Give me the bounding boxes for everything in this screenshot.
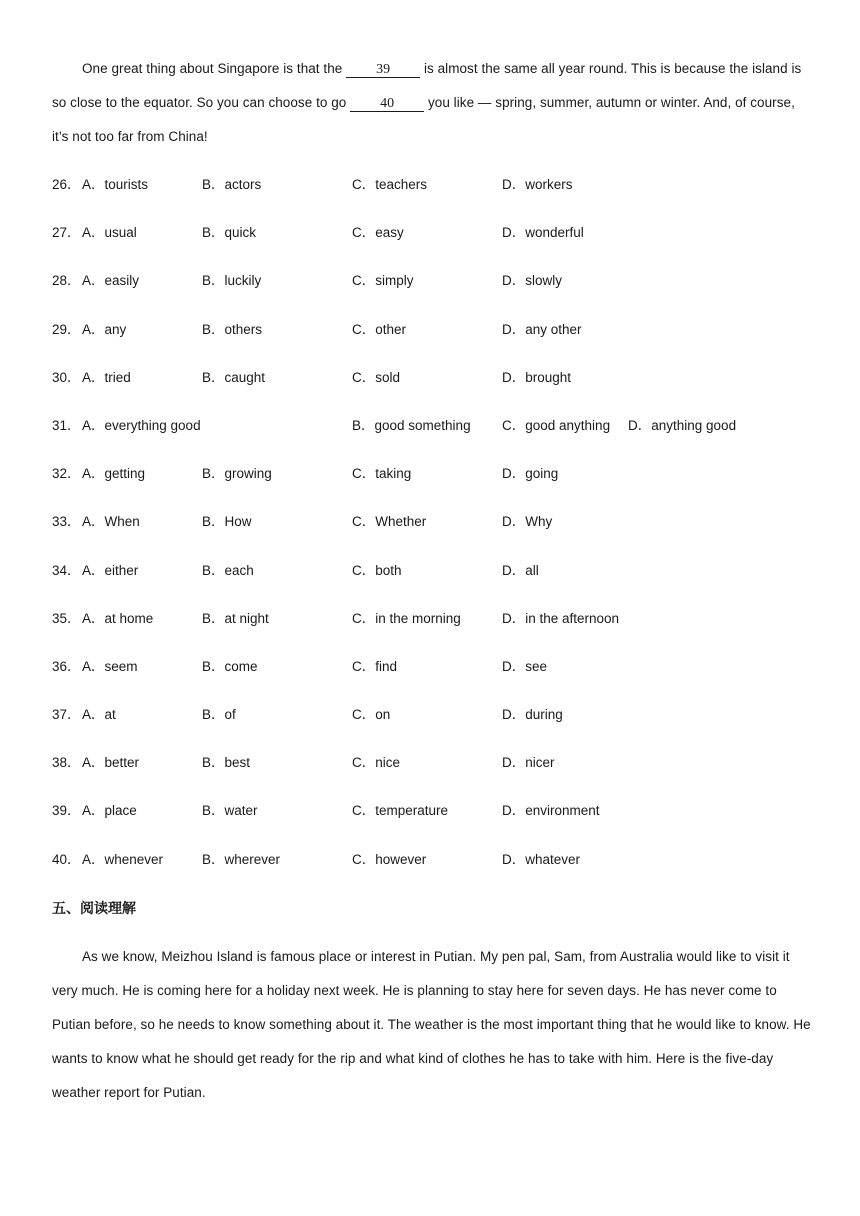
option-b: B．growing [202, 466, 272, 482]
section-heading-reading: 五、阅读理解 [52, 901, 136, 917]
option-b: B．others [202, 321, 263, 337]
option-a: A．at home [82, 610, 154, 626]
question-row-40 [52, 843, 812, 891]
option-d: D．in the afternoon [502, 610, 620, 626]
question-number: 31． [52, 417, 81, 433]
option-c: C．on [352, 707, 391, 723]
option-c: C．however [352, 851, 427, 867]
option-d: D．see [502, 658, 548, 674]
passage-singapore [52, 52, 812, 154]
option-c: C．temperature [352, 803, 449, 819]
question-number: 28． [52, 273, 81, 289]
option-d: D．Why [502, 514, 553, 530]
question-row-36 [52, 650, 812, 698]
option-d: D．workers [502, 177, 573, 192]
option-b: B．luckily [202, 273, 262, 289]
option-a: A．When [82, 514, 140, 530]
option-c: C．Whether [352, 514, 427, 530]
question-number: 32． [52, 466, 81, 482]
option-d: D．wonderful [502, 225, 584, 241]
question-row-34 [52, 554, 812, 602]
question-row-29 [52, 313, 812, 361]
question-row-30 [52, 361, 812, 409]
option-c: C．in the morning [352, 610, 461, 626]
option-b: B．good something [352, 417, 471, 433]
option-c: C．good anything [502, 417, 611, 433]
option-b: B．each [202, 562, 254, 578]
option-a: A．easily [82, 273, 140, 289]
blank-39: 39 [346, 63, 420, 78]
option-c: C．taking [352, 466, 412, 482]
option-a: A．at [82, 707, 116, 723]
option-d: D．environment [502, 803, 600, 819]
question-number: 29． [52, 321, 81, 337]
option-d: D．anything good [628, 417, 737, 433]
option-b: B．best [202, 755, 251, 771]
option-d: D．whatever [502, 851, 581, 867]
question-row-35 [52, 602, 812, 650]
option-d: D．going [502, 466, 559, 482]
passage-text-part3: you like — spring, summer, autumn or winter. And, of course, it’s not too far from China! [52, 95, 795, 144]
question-row-26 [52, 168, 812, 216]
question-row-32 [52, 457, 812, 505]
question-number: 34． [52, 562, 81, 578]
option-a: A．everything good [82, 417, 201, 433]
question-number: 27． [52, 225, 81, 241]
question-number: 39． [52, 803, 81, 819]
option-d: D．nicer [502, 755, 555, 771]
question-number: 26． [52, 177, 81, 192]
option-c: C．both [352, 562, 402, 578]
option-a: A．tourists [82, 177, 149, 192]
option-d: D．brought [502, 369, 572, 385]
question-row-28 [52, 264, 812, 312]
option-a: A．whenever [82, 851, 164, 867]
option-a: A．usual [82, 225, 137, 241]
option-c: C．find [352, 658, 398, 674]
passage-text-part2: is almost the same all year round. This is because the island is so close to the equator. So you can choose to go [52, 61, 802, 110]
option-a: A．either [82, 562, 139, 578]
option-b: B．How [202, 514, 252, 530]
question-number: 37． [52, 707, 81, 723]
option-b: B．wherever [202, 851, 281, 867]
option-c: C．easy [352, 225, 404, 241]
passage-meizhou: As we know, Meizhou Island is famous place or interest in Putian. My pen pal, Sam, from Australia would like to visit it very much. He is coming here for a holiday next week. He is planning to stay here for seven days. He has never come to Putian before, so he needs to know something about it. The weather is the most important thing that he would like to know. He wants to know what he should get ready for the rip and what kind of clothes he has to take with him. Here is the five-day weather report for Putian. [52, 949, 811, 1100]
option-b: B．at night [202, 610, 269, 626]
question-number: 38． [52, 755, 81, 771]
option-a: A．seem [82, 658, 138, 674]
question-row-33 [52, 505, 812, 553]
passage-text-part1: One great thing about Singapore is that the [82, 61, 347, 76]
question-row-38 [52, 746, 812, 794]
option-c: C．sold [352, 369, 401, 385]
question-row-27 [52, 216, 812, 264]
option-b: B．actors [202, 177, 262, 192]
option-d: D．slowly [502, 273, 563, 289]
option-b: B．come [202, 658, 258, 674]
option-b: B．water [202, 803, 258, 819]
question-row-31 [52, 409, 812, 457]
option-d: D．during [502, 707, 563, 723]
option-a: A．tried [82, 369, 131, 385]
option-c: C．teachers [352, 177, 428, 192]
option-a: A．any [82, 321, 127, 337]
question-row-37 [52, 698, 812, 746]
question-number: 40． [52, 851, 81, 867]
option-d: D．all [502, 562, 539, 578]
question-row-39 [52, 794, 812, 842]
option-a: A．getting [82, 466, 146, 482]
option-b: B．quick [202, 225, 257, 241]
option-c: C．nice [352, 755, 401, 771]
option-d: D．any other [502, 321, 582, 337]
question-number: 35． [52, 610, 81, 626]
question-number: 33． [52, 514, 81, 530]
option-c: C．simply [352, 273, 414, 289]
option-a: A．place [82, 803, 137, 819]
option-c: C．other [352, 321, 407, 337]
question-options-list [52, 168, 812, 891]
question-number: 30． [52, 369, 81, 385]
option-a: A．better [82, 755, 140, 771]
question-number: 36． [52, 658, 81, 674]
blank-40: 40 [350, 97, 424, 112]
option-b: B．of [202, 707, 236, 723]
option-b: B．caught [202, 369, 266, 385]
